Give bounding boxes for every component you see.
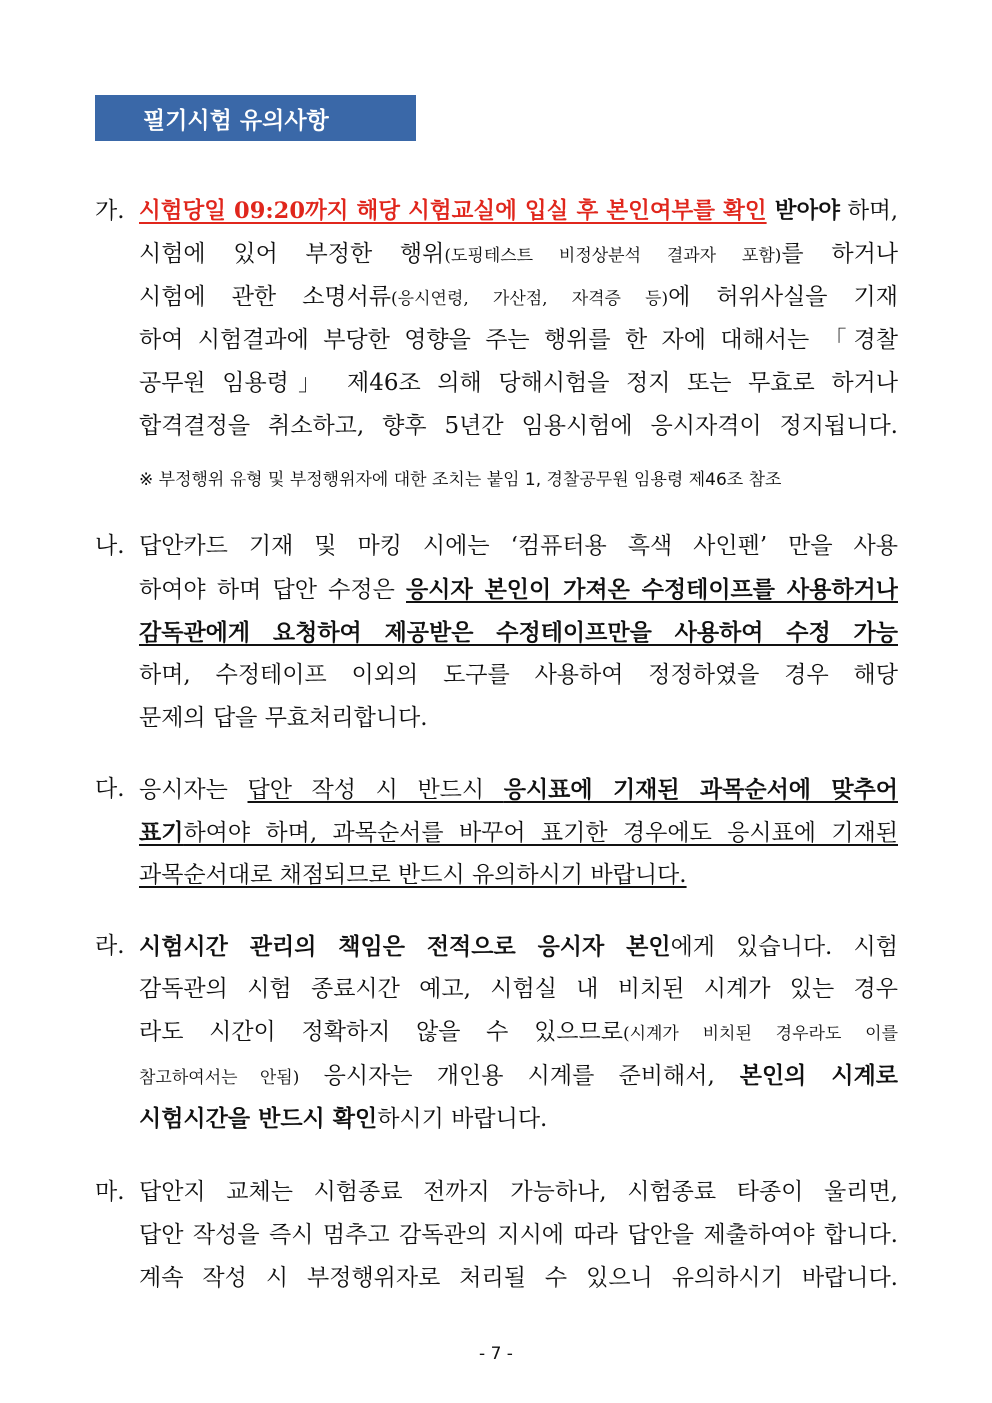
item-line: [139, 1054, 898, 1097]
emphasis-text: 감독관에게 요청하여 제공받은 수정테이프만을 사용하여 수정 가능: [139, 619, 898, 646]
item-marker: 가.: [95, 198, 125, 224]
item-marker: 다.: [95, 776, 125, 802]
bold-text: 시험시간을 반드시 확인: [139, 1105, 378, 1132]
emphasis-text: 응시표에 기재된 과목순서에 맞추어: [503, 776, 898, 803]
page-number: - 7 -: [479, 1344, 513, 1364]
item-line: [139, 811, 898, 854]
emphasis-text: 표기: [139, 819, 184, 846]
item-body: [139, 1171, 898, 1300]
bold-text: 시험시간 관리의 책임은 전적으로 응시자 본인: [139, 933, 671, 960]
line-text: 에게 있습니다. 시험: [670, 934, 898, 960]
item-body: [139, 925, 898, 1140]
item-body: [139, 768, 898, 897]
line-text: 에 허위사실을 기재: [668, 284, 898, 310]
section-title: 필기시험 유의사항: [143, 107, 329, 134]
bold-text: 받아야: [766, 198, 840, 224]
line-text: 하여야 하며 답안 수정은: [139, 577, 407, 603]
item-line: [139, 1011, 898, 1054]
line-text: 하시기 바랍니다.: [377, 1106, 548, 1132]
item-body: [139, 525, 898, 740]
item-line: 합격결정을 취소하고, 향후 5년간 임용시험에 응시자격이 정지됩니다.: [139, 413, 898, 439]
line-text: 시험에 관한 소명서류: [139, 284, 392, 310]
small-text: (응시연령, 가산점, 자격증 등): [391, 289, 669, 309]
item-line: [139, 190, 898, 233]
item-marker: 라.: [95, 933, 125, 959]
emphasis-text: 응시자 본인이 가져온 수정테이프를 사용하거나: [406, 576, 898, 603]
item-line: [139, 276, 898, 319]
item-line: 하며, 수정테이프 이외의 도구를 사용하여 정정하였을 경우 해당: [139, 662, 898, 688]
line-text: 응시자는: [139, 777, 248, 803]
small-text: (시계가 비치된 경우라도 이를: [622, 1024, 898, 1044]
line-text: 라도 시간이 정확하지 않을 수 있으므로: [139, 1019, 623, 1045]
underlined-text: 답안 작성 시 반드시: [247, 777, 504, 803]
item-line: 답안지 교체는 시험종료 전까지 가능하나, 시험종료 타종이 울리면,: [139, 1179, 898, 1205]
item-line: 하여 시험결과에 부당한 영향을 주는 행위를 한 자에 대해서는 「경찰: [139, 327, 898, 353]
bold-text: 본인의 시계로: [714, 1062, 898, 1089]
line-text: 시험에 있어 부정한 행위: [139, 241, 445, 267]
reference-note: ※ 부정행위 유형 및 부정행위자에 대한 조치는 붙임 1, 경찰공무원 임용령 제46조 참조: [139, 470, 782, 490]
small-text: (도핑테스트 비정상분석 결과자 포함): [444, 246, 782, 266]
item-line: [139, 1097, 898, 1140]
item-line: 공무원 임용령」 제46조 의해 당해시험을 정지 또는 무효로 하거나: [139, 370, 898, 396]
line-text: 를 하거나: [781, 241, 898, 267]
item-line: 답안 작성을 즉시 멈추고 감독관의 지시에 따라 답안을 제출하여야 합니다.: [139, 1222, 898, 1248]
item-line: [139, 925, 898, 968]
item-line: 문제의 답을 무효처리합니다.: [139, 705, 428, 731]
item-line: 답안카드 기재 및 마킹 시에는 ‘컴퓨터용 흑색 사인펜’ 만을 사용: [139, 533, 898, 559]
item-line: [139, 854, 898, 897]
line-text: 하며,: [839, 198, 898, 224]
small-text: 참고하여서는 안됨): [139, 1068, 300, 1088]
item-marker: 마.: [95, 1179, 125, 1205]
highlight-text: 시험당일 09:20까지 해당 시험교실에 입실 후 본인여부를 확인: [139, 198, 767, 224]
section-title-box: [95, 95, 416, 141]
item-line: [139, 568, 898, 611]
line-text: 응시자는 개인용 시계를 준비해서,: [299, 1063, 715, 1089]
item-marker: 나.: [95, 533, 125, 559]
item-line: [139, 768, 898, 811]
item-body: [139, 190, 898, 448]
item-line: 감독관의 시험 종료시간 예고, 시험실 내 비치된 시계가 있는 경우: [139, 976, 898, 1002]
underlined-text: 하여야 하며, 과목순서를 바꾸어 표기한 경우에도 응시표에 기재된: [183, 820, 898, 846]
item-line: [139, 611, 898, 654]
item-line: 계속 작성 시 부정행위자로 처리될 수 있으니 유의하시기 바랍니다.: [139, 1265, 898, 1291]
item-line: [139, 233, 898, 276]
underlined-text: 과목순서대로 채점되므로 반드시 유의하시기 바랍니다.: [139, 862, 687, 888]
